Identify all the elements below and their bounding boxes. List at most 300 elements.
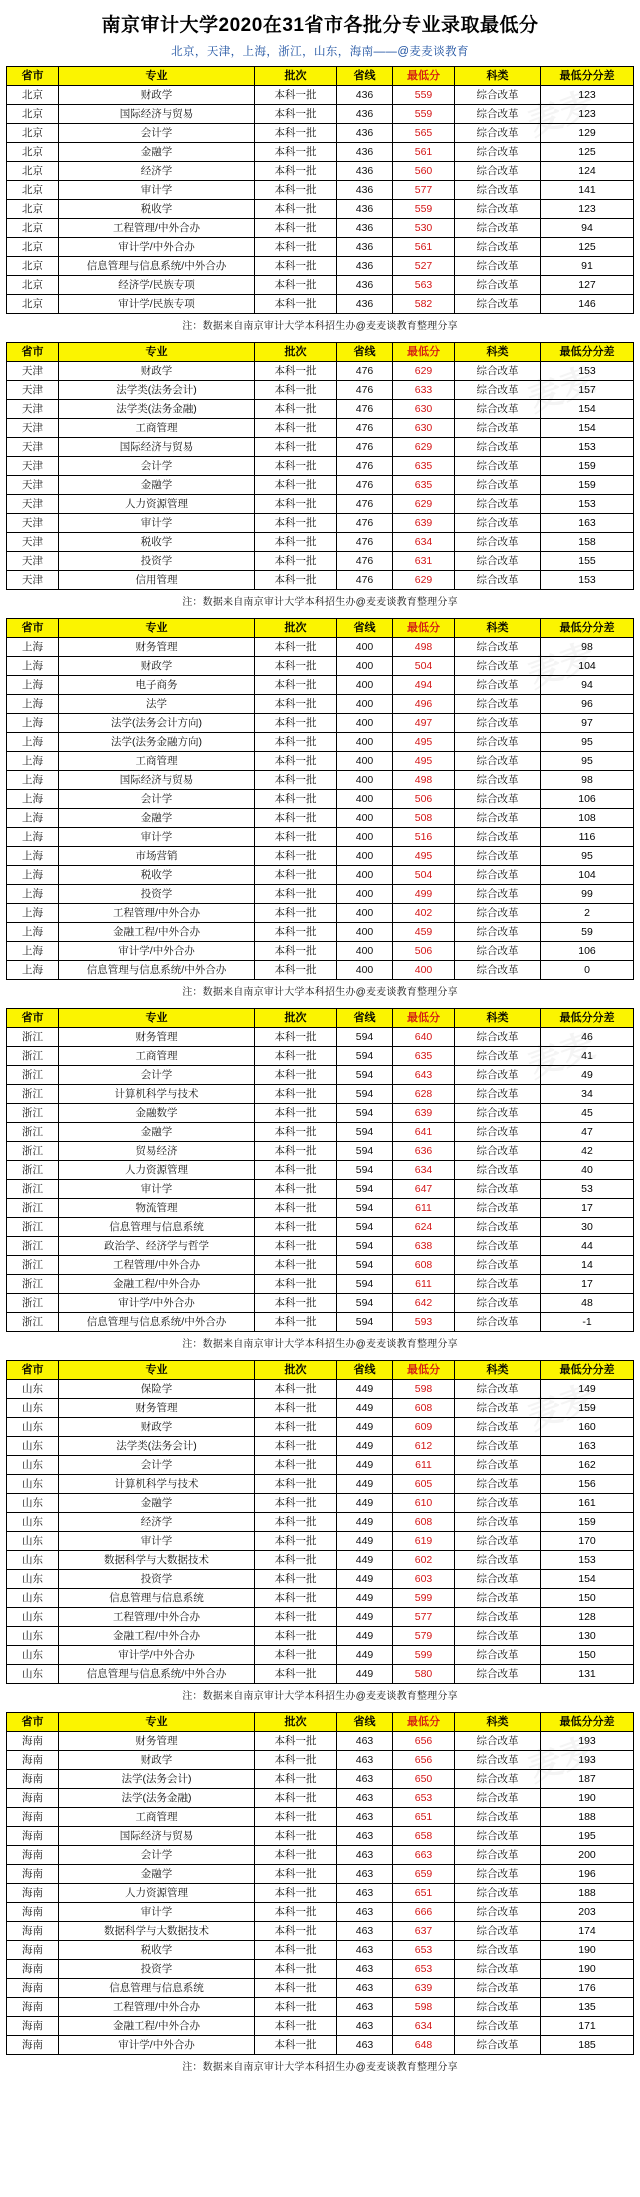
- cell-score: 639: [393, 1104, 455, 1123]
- cell-cat: 综合改革: [455, 733, 541, 752]
- cell-batch: 本科一批: [255, 809, 337, 828]
- source-note: 注：数据来自南京审计大学本科招生办@麦麦谈教育整理分享: [182, 597, 458, 608]
- cell-score: 559: [393, 105, 455, 124]
- cell-batch: 本科一批: [255, 1960, 337, 1979]
- cell-diff: 42: [541, 1142, 634, 1161]
- cell-score: 619: [393, 1532, 455, 1551]
- cell-major: 市场营销: [59, 847, 255, 866]
- cell-batch: 本科一批: [255, 1646, 337, 1665]
- cell-batch: 本科一批: [255, 1294, 337, 1313]
- cell-batch: 本科一批: [255, 181, 337, 200]
- cell-batch: 本科一批: [255, 676, 337, 695]
- cell-score: 658: [393, 1827, 455, 1846]
- cell-batch: 本科一批: [255, 476, 337, 495]
- cell-major: 信息管理与信息系统/中外合办: [59, 961, 255, 980]
- table-row: [7, 1399, 634, 1418]
- cell-line: 436: [337, 181, 393, 200]
- cell-line: 463: [337, 1827, 393, 1846]
- cell-major: 审计学: [59, 828, 255, 847]
- table-header-row: [7, 67, 634, 86]
- column-header-diff: 最低分分差: [541, 343, 634, 362]
- cell-diff: 44: [541, 1237, 634, 1256]
- cell-score: 642: [393, 1294, 455, 1313]
- cell-prov: 天津: [7, 362, 59, 381]
- cell-major: 财务管理: [59, 1732, 255, 1751]
- cell-batch: 本科一批: [255, 105, 337, 124]
- cell-prov: 山东: [7, 1646, 59, 1665]
- cell-diff: 154: [541, 419, 634, 438]
- table-row: [7, 1028, 634, 1047]
- cell-cat: 综合改革: [455, 657, 541, 676]
- cell-batch: 本科一批: [255, 1998, 337, 2017]
- table-row: [7, 1199, 634, 1218]
- cell-diff: 146: [541, 295, 634, 314]
- cell-batch: 本科一批: [255, 1827, 337, 1846]
- cell-major: 投资学: [59, 885, 255, 904]
- cell-batch: 本科一批: [255, 1608, 337, 1627]
- cell-score: 495: [393, 733, 455, 752]
- score-table: [6, 1712, 634, 2055]
- cell-prov: 浙江: [7, 1161, 59, 1180]
- cell-prov: 山东: [7, 1418, 59, 1437]
- column-header-batch: 批次: [255, 619, 337, 638]
- score-table: [6, 66, 634, 314]
- cell-diff: 125: [541, 238, 634, 257]
- cell-diff: 104: [541, 657, 634, 676]
- table-row: [7, 1532, 634, 1551]
- cell-batch: 本科一批: [255, 847, 337, 866]
- cell-line: 436: [337, 105, 393, 124]
- cell-diff: 17: [541, 1275, 634, 1294]
- table-row: [7, 1903, 634, 1922]
- cell-prov: 山东: [7, 1399, 59, 1418]
- score-table: [6, 342, 634, 590]
- cell-prov: 天津: [7, 571, 59, 590]
- table-row: [7, 1475, 634, 1494]
- cell-prov: 浙江: [7, 1028, 59, 1047]
- table-row: [7, 1123, 634, 1142]
- cell-major: 工商管理: [59, 419, 255, 438]
- cell-line: 449: [337, 1418, 393, 1437]
- table-row: [7, 752, 634, 771]
- cell-prov: 上海: [7, 866, 59, 885]
- column-header-prov: 省市: [7, 343, 59, 362]
- cell-major: 法学(法务会计): [59, 1770, 255, 1789]
- table-row: [7, 571, 634, 590]
- cell-line: 449: [337, 1589, 393, 1608]
- table-row: [7, 514, 634, 533]
- cell-prov: 北京: [7, 238, 59, 257]
- column-header-diff: 最低分分差: [541, 619, 634, 638]
- cell-score: 648: [393, 2036, 455, 2055]
- table-row: [7, 885, 634, 904]
- column-header-cat: 科类: [455, 343, 541, 362]
- cell-cat: 综合改革: [455, 1903, 541, 1922]
- cell-diff: 153: [541, 1551, 634, 1570]
- cell-prov: 海南: [7, 2017, 59, 2036]
- cell-line: 476: [337, 457, 393, 476]
- score-table: [6, 618, 634, 980]
- cell-score: 650: [393, 1770, 455, 1789]
- page-title: 南京审计大学2020在31省市各批分专业录取最低分: [101, 15, 539, 36]
- cell-cat: 综合改革: [455, 571, 541, 590]
- cell-line: 449: [337, 1551, 393, 1570]
- cell-major: 信息管理与信息系统/中外合办: [59, 1313, 255, 1332]
- cell-score: 663: [393, 1846, 455, 1865]
- cell-cat: 综合改革: [455, 419, 541, 438]
- table-row: [7, 1085, 634, 1104]
- cell-diff: 190: [541, 1941, 634, 1960]
- column-header-major: 专业: [59, 67, 255, 86]
- cell-major: 金融学: [59, 1494, 255, 1513]
- cell-score: 530: [393, 219, 455, 238]
- cell-score: 508: [393, 809, 455, 828]
- cell-cat: 综合改革: [455, 638, 541, 657]
- column-header-line: 省线: [337, 619, 393, 638]
- cell-cat: 综合改革: [455, 885, 541, 904]
- table-row: [7, 1846, 634, 1865]
- table-row: [7, 1627, 634, 1646]
- cell-cat: 综合改革: [455, 1418, 541, 1437]
- cell-cat: 综合改革: [455, 124, 541, 143]
- table-row: [7, 1218, 634, 1237]
- cell-batch: 本科一批: [255, 1770, 337, 1789]
- cell-diff: 193: [541, 1732, 634, 1751]
- table-row: [7, 2017, 634, 2036]
- cell-major: 审计学: [59, 1532, 255, 1551]
- cell-diff: 0: [541, 961, 634, 980]
- cell-batch: 本科一批: [255, 1532, 337, 1551]
- cell-batch: 本科一批: [255, 276, 337, 295]
- column-header-major: 专业: [59, 1361, 255, 1380]
- column-header-score: 最低分: [393, 67, 455, 86]
- table-row: [7, 276, 634, 295]
- cell-score: 599: [393, 1589, 455, 1608]
- cell-score: 611: [393, 1275, 455, 1294]
- cell-batch: 本科一批: [255, 162, 337, 181]
- table-row: [7, 476, 634, 495]
- subtitle-province-0: 北京: [171, 46, 195, 58]
- cell-line: 436: [337, 295, 393, 314]
- cell-line: 594: [337, 1180, 393, 1199]
- table-row: [7, 904, 634, 923]
- cell-diff: 154: [541, 1570, 634, 1589]
- cell-batch: 本科一批: [255, 866, 337, 885]
- cell-prov: 山东: [7, 1665, 59, 1684]
- cell-prov: 天津: [7, 381, 59, 400]
- table-header-row: [7, 1009, 634, 1028]
- cell-major: 工程管理/中外合办: [59, 1256, 255, 1275]
- cell-major: 计算机科学与技术: [59, 1085, 255, 1104]
- cell-score: 559: [393, 86, 455, 105]
- cell-major: 财政学: [59, 657, 255, 676]
- column-header-diff: 最低分分差: [541, 1009, 634, 1028]
- cell-cat: 综合改革: [455, 181, 541, 200]
- cell-cat: 综合改革: [455, 1808, 541, 1827]
- cell-score: 643: [393, 1066, 455, 1085]
- cell-score: 504: [393, 657, 455, 676]
- table-block-beijing: [6, 66, 634, 342]
- cell-prov: 浙江: [7, 1047, 59, 1066]
- cell-major: 会计学: [59, 1846, 255, 1865]
- cell-line: 594: [337, 1313, 393, 1332]
- cell-line: 400: [337, 904, 393, 923]
- cell-batch: 本科一批: [255, 1437, 337, 1456]
- cell-prov: 海南: [7, 1998, 59, 2017]
- cell-cat: 综合改革: [455, 200, 541, 219]
- cell-batch: 本科一批: [255, 1513, 337, 1532]
- cell-major: 金融学: [59, 143, 255, 162]
- cell-cat: 综合改革: [455, 238, 541, 257]
- cell-major: 税收学: [59, 1941, 255, 1960]
- cell-batch: 本科一批: [255, 1846, 337, 1865]
- cell-prov: 北京: [7, 181, 59, 200]
- cell-diff: 97: [541, 714, 634, 733]
- cell-line: 463: [337, 1941, 393, 1960]
- cell-prov: 海南: [7, 1789, 59, 1808]
- cell-prov: 天津: [7, 419, 59, 438]
- column-header-cat: 科类: [455, 1361, 541, 1380]
- cell-line: 594: [337, 1161, 393, 1180]
- cell-cat: 综合改革: [455, 1199, 541, 1218]
- cell-batch: 本科一批: [255, 219, 337, 238]
- cell-cat: 综合改革: [455, 1789, 541, 1808]
- column-header-prov: 省市: [7, 619, 59, 638]
- column-header-diff: 最低分分差: [541, 67, 634, 86]
- cell-major: 税收学: [59, 200, 255, 219]
- cell-batch: 本科一批: [255, 1180, 337, 1199]
- cell-score: 612: [393, 1437, 455, 1456]
- cell-prov: 天津: [7, 438, 59, 457]
- cell-cat: 综合改革: [455, 752, 541, 771]
- cell-prov: 上海: [7, 790, 59, 809]
- cell-batch: 本科一批: [255, 514, 337, 533]
- cell-score: 504: [393, 866, 455, 885]
- cell-cat: 综合改革: [455, 1751, 541, 1770]
- cell-cat: 综合改革: [455, 1028, 541, 1047]
- cell-prov: 浙江: [7, 1199, 59, 1218]
- cell-score: 561: [393, 238, 455, 257]
- table-row: [7, 86, 634, 105]
- cell-batch: 本科一批: [255, 942, 337, 961]
- cell-diff: 125: [541, 143, 634, 162]
- cell-major: 工程管理/中外合办: [59, 904, 255, 923]
- table-row: [7, 923, 634, 942]
- cell-score: 611: [393, 1199, 455, 1218]
- table-row: [7, 143, 634, 162]
- cell-score: 666: [393, 1903, 455, 1922]
- column-header-batch: 批次: [255, 1361, 337, 1380]
- cell-cat: 综合改革: [455, 1646, 541, 1665]
- cell-major: 物流管理: [59, 1199, 255, 1218]
- cell-line: 400: [337, 866, 393, 885]
- cell-prov: 北京: [7, 143, 59, 162]
- cell-batch: 本科一批: [255, 257, 337, 276]
- cell-diff: 94: [541, 676, 634, 695]
- cell-cat: 综合改革: [455, 1608, 541, 1627]
- cell-major: 经济学: [59, 162, 255, 181]
- cell-cat: 综合改革: [455, 1294, 541, 1313]
- cell-line: 594: [337, 1142, 393, 1161]
- cell-major: 审计学/中外合办: [59, 1294, 255, 1313]
- cell-cat: 综合改革: [455, 1865, 541, 1884]
- cell-score: 494: [393, 676, 455, 695]
- cell-prov: 山东: [7, 1437, 59, 1456]
- cell-major: 金融工程/中外合办: [59, 1627, 255, 1646]
- table-row: [7, 533, 634, 552]
- cell-prov: 海南: [7, 1941, 59, 1960]
- cell-score: 579: [393, 1627, 455, 1646]
- table-row: [7, 809, 634, 828]
- cell-prov: 上海: [7, 942, 59, 961]
- cell-major: 审计学/中外合办: [59, 2036, 255, 2055]
- cell-line: 463: [337, 1884, 393, 1903]
- cell-major: 审计学/中外合办: [59, 238, 255, 257]
- cell-major: 电子商务: [59, 676, 255, 695]
- cell-prov: 天津: [7, 552, 59, 571]
- column-header-batch: 批次: [255, 1009, 337, 1028]
- cell-batch: 本科一批: [255, 1751, 337, 1770]
- cell-diff: 17: [541, 1199, 634, 1218]
- cell-batch: 本科一批: [255, 533, 337, 552]
- cell-major: 财务管理: [59, 638, 255, 657]
- cell-major: 人力资源管理: [59, 495, 255, 514]
- cell-line: 476: [337, 381, 393, 400]
- cell-prov: 海南: [7, 1751, 59, 1770]
- cell-batch: 本科一批: [255, 1380, 337, 1399]
- table-header-row: [7, 619, 634, 638]
- cell-diff: 159: [541, 1513, 634, 1532]
- cell-cat: 综合改革: [455, 1570, 541, 1589]
- cell-prov: 浙江: [7, 1294, 59, 1313]
- cell-major: 税收学: [59, 533, 255, 552]
- subtitle-province-2: 上海: [242, 46, 267, 58]
- cell-score: 580: [393, 1665, 455, 1684]
- table-row: [7, 1884, 634, 1903]
- cell-major: 审计学: [59, 181, 255, 200]
- cell-diff: 171: [541, 2017, 634, 2036]
- cell-batch: 本科一批: [255, 495, 337, 514]
- column-header-cat: 科类: [455, 619, 541, 638]
- cell-major: 财务管理: [59, 1028, 255, 1047]
- cell-major: 审计学/中外合办: [59, 942, 255, 961]
- cell-major: 工商管理: [59, 1047, 255, 1066]
- cell-batch: 本科一批: [255, 400, 337, 419]
- table-row: [7, 1570, 634, 1589]
- cell-diff: 163: [541, 1437, 634, 1456]
- cell-batch: 本科一批: [255, 1275, 337, 1294]
- cell-batch: 本科一批: [255, 1237, 337, 1256]
- cell-score: 639: [393, 514, 455, 533]
- cell-diff: 2: [541, 904, 634, 923]
- cell-major: 会计学: [59, 124, 255, 143]
- cell-prov: 上海: [7, 638, 59, 657]
- cell-major: 法学(法务会计方向): [59, 714, 255, 733]
- cell-major: 审计学: [59, 1903, 255, 1922]
- score-table: [6, 1008, 634, 1332]
- cell-prov: 浙江: [7, 1313, 59, 1332]
- table-row: [7, 1437, 634, 1456]
- table-row: [7, 1979, 634, 1998]
- cell-diff: 135: [541, 1998, 634, 2017]
- cell-major: 国际经济与贸易: [59, 1827, 255, 1846]
- cell-diff: 163: [541, 514, 634, 533]
- cell-prov: 浙江: [7, 1218, 59, 1237]
- table-row: [7, 1941, 634, 1960]
- cell-prov: 海南: [7, 1732, 59, 1751]
- table-row: [7, 828, 634, 847]
- cell-major: 会计学: [59, 1456, 255, 1475]
- table-block-zhejiang: [6, 1008, 634, 1360]
- cell-prov: 浙江: [7, 1180, 59, 1199]
- column-header-prov: 省市: [7, 1713, 59, 1732]
- table-row: [7, 942, 634, 961]
- cell-major: 信息管理与信息系统: [59, 1589, 255, 1608]
- source-note: 注：数据来自南京审计大学本科招生办@麦麦谈教育整理分享: [182, 1339, 458, 1350]
- cell-batch: 本科一批: [255, 904, 337, 923]
- cell-score: 402: [393, 904, 455, 923]
- cell-batch: 本科一批: [255, 2036, 337, 2055]
- cell-cat: 综合改革: [455, 695, 541, 714]
- table-row: [7, 381, 634, 400]
- cell-batch: 本科一批: [255, 200, 337, 219]
- cell-batch: 本科一批: [255, 1665, 337, 1684]
- table-row: [7, 362, 634, 381]
- cell-cat: 综合改革: [455, 1256, 541, 1275]
- cell-batch: 本科一批: [255, 1570, 337, 1589]
- cell-cat: 综合改革: [455, 1104, 541, 1123]
- table-block-shanghai: [6, 618, 634, 1008]
- table-row: [7, 1665, 634, 1684]
- cell-line: 400: [337, 790, 393, 809]
- cell-diff: 34: [541, 1085, 634, 1104]
- table-row: [7, 1513, 634, 1532]
- cell-diff: 48: [541, 1294, 634, 1313]
- cell-score: 609: [393, 1418, 455, 1437]
- cell-major: 工程管理/中外合办: [59, 219, 255, 238]
- cell-diff: 128: [541, 1608, 634, 1627]
- cell-diff: 127: [541, 276, 634, 295]
- cell-diff: 96: [541, 695, 634, 714]
- cell-major: 财务管理: [59, 1399, 255, 1418]
- cell-major: 数据科学与大数据技术: [59, 1922, 255, 1941]
- cell-major: 工商管理: [59, 1808, 255, 1827]
- cell-cat: 综合改革: [455, 1589, 541, 1608]
- cell-score: 630: [393, 419, 455, 438]
- column-header-cat: 科类: [455, 1713, 541, 1732]
- cell-score: 561: [393, 143, 455, 162]
- column-header-major: 专业: [59, 343, 255, 362]
- table-row: [7, 1551, 634, 1570]
- cell-prov: 上海: [7, 714, 59, 733]
- cell-batch: 本科一批: [255, 1808, 337, 1827]
- cell-cat: 综合改革: [455, 1142, 541, 1161]
- cell-batch: 本科一批: [255, 238, 337, 257]
- cell-line: 400: [337, 657, 393, 676]
- cell-batch: 本科一批: [255, 1884, 337, 1903]
- cell-cat: 综合改革: [455, 495, 541, 514]
- cell-prov: 浙江: [7, 1066, 59, 1085]
- cell-diff: 116: [541, 828, 634, 847]
- cell-diff: 188: [541, 1884, 634, 1903]
- cell-cat: 综合改革: [455, 1827, 541, 1846]
- cell-major: 财政学: [59, 86, 255, 105]
- cell-prov: 浙江: [7, 1123, 59, 1142]
- cell-major: 政治学、经济学与哲学: [59, 1237, 255, 1256]
- cell-prov: 上海: [7, 961, 59, 980]
- cell-diff: 53: [541, 1180, 634, 1199]
- cell-prov: 浙江: [7, 1256, 59, 1275]
